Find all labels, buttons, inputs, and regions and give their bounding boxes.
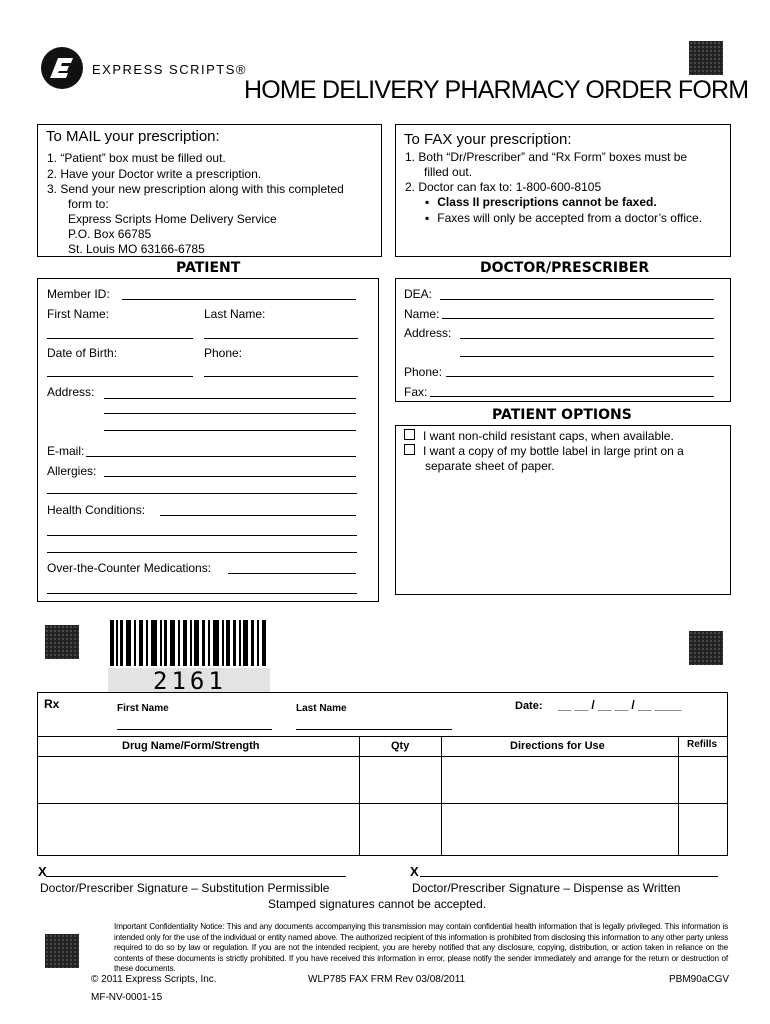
mail-item: P.O. Box 66785 <box>68 227 152 241</box>
health-conditions-field[interactable] <box>47 535 357 536</box>
patient-box <box>37 278 379 602</box>
brand-name: EXPRESS SCRIPTS® <box>92 62 247 77</box>
dob-field[interactable] <box>47 376 193 377</box>
fax-item: 2. Doctor can fax to: 1-800-600-8105 <box>405 180 602 194</box>
signature-daw-label: Doctor/Prescriber Signature – Dispense as Written <box>412 881 681 895</box>
signature-substitution-label: Doctor/Prescriber Signature – Substitution Permissible <box>40 881 330 895</box>
otc-medications-field[interactable] <box>47 593 357 594</box>
rx-header-divider <box>37 736 728 737</box>
registration-mark <box>689 631 723 665</box>
copyright: © 2011 Express Scripts, Inc. <box>91 974 217 985</box>
phone-label: Phone: <box>204 346 243 360</box>
doctor-box <box>395 278 731 402</box>
doctor-address-field[interactable] <box>460 338 714 339</box>
doctor-fax-label: Fax: <box>404 385 428 399</box>
fax-item: 1. Both “Dr/Prescriber” and “Rx Form” boxes must be <box>405 150 688 164</box>
address-field[interactable] <box>104 413 356 414</box>
mail-item: form to: <box>68 197 109 211</box>
address-label: Address: <box>47 385 95 399</box>
rx-drug-cell[interactable] <box>38 804 358 855</box>
barcode-number: 2161 <box>153 667 227 695</box>
address-field[interactable] <box>104 430 356 431</box>
doctor-name-label: Name: <box>404 307 440 321</box>
mail-item: St. Louis MO 63166-6785 <box>68 242 205 256</box>
mail-heading: To MAIL your prescription: <box>46 128 220 145</box>
sign-x-daw: X <box>410 864 419 879</box>
phone-field[interactable] <box>204 376 358 377</box>
express-scripts-logo <box>40 46 84 90</box>
rx-first-name-label: First Name <box>117 703 169 714</box>
allergies-field[interactable] <box>104 476 356 477</box>
signature-substitution-field[interactable] <box>46 876 346 877</box>
confidentiality-notice: Important Confidentiality Notice: This and any documents accompanying this transmission may contain confidential health information that is legally privileged. This information is intended only for the use of the individual or entity named above. The authorized recipient of this information is prohibited from disclosing this information to any other party unless required to do so by law or regulation. If you are not the intended recipient, you are hereby notified that any disclosure, copying, distribution, or action taken in reliance on the contents of these documents is strictly prohibited. If you have received this information in error, please notify the sender immediately and arrange for the return or destruction of these documents. <box>114 922 728 973</box>
first-name-field[interactable] <box>47 338 193 339</box>
dea-label: DEA: <box>404 287 433 301</box>
doctor-fax-field[interactable] <box>430 396 714 397</box>
rx-last-name-field[interactable] <box>296 729 452 730</box>
fax-item: filled out. <box>424 165 473 179</box>
address-field[interactable] <box>104 398 356 399</box>
col-directions-header: Directions for Use <box>510 740 605 752</box>
registration-mark <box>689 41 723 75</box>
doctor-heading: DOCTOR/PRESCRIBER <box>480 260 650 276</box>
dea-field[interactable] <box>440 299 714 300</box>
health-conditions-field[interactable] <box>160 515 356 516</box>
doctor-name-field[interactable] <box>442 318 714 319</box>
registration-mark <box>45 625 79 659</box>
sign-x-sub: X <box>38 864 47 879</box>
rx-date-label: Date: <box>515 700 543 712</box>
stamped-note: Stamped signatures cannot be accepted. <box>268 897 487 911</box>
dob-label: Date of Birth: <box>47 346 118 360</box>
mail-item: 2. Have your Doctor write a prescription. <box>47 167 262 181</box>
mf-code: MF-NV-0001-15 <box>91 992 163 1003</box>
logo-emblem-icon <box>40 46 84 90</box>
rx-drug-cell[interactable] <box>38 757 358 802</box>
patient-heading: PATIENT <box>176 260 241 276</box>
last-name-field[interactable] <box>204 338 358 339</box>
form-revision: WLP785 FAX FRM Rev 03/08/2011 <box>308 974 466 985</box>
option-caps-text: I want non-child resistant caps, when available. <box>423 429 674 443</box>
member-id-label: Member ID: <box>47 287 110 301</box>
signature-daw-field[interactable] <box>420 876 718 877</box>
health-conditions-label: Health Conditions: <box>47 503 146 517</box>
otc-medications-field[interactable] <box>228 573 356 574</box>
option-large-print-text: I want a copy of my bottle label in large print on a <box>423 444 684 458</box>
patient-options-heading: PATIENT OPTIONS <box>492 407 632 423</box>
fax-heading: To FAX your prescription: <box>404 131 572 148</box>
rx-label: Rx <box>44 697 60 711</box>
option-large-print-checkbox[interactable] <box>404 444 415 455</box>
mail-item: 1. “Patient” box must be filled out. <box>47 151 226 165</box>
email-label: E-mail: <box>47 444 85 458</box>
registration-mark <box>45 934 79 968</box>
form-code: PBM90aCGV <box>669 974 730 985</box>
fax-bullet <box>425 195 657 209</box>
member-id-field[interactable] <box>122 299 356 300</box>
mail-item: Express Scripts Home Delivery Service <box>68 212 277 226</box>
doctor-address-field[interactable] <box>460 356 714 357</box>
mail-item: 3. Send your new prescription along with this completed <box>47 182 344 196</box>
first-name-label: First Name: <box>47 307 110 321</box>
fax-bullet <box>425 211 702 225</box>
option-large-print <box>404 444 684 458</box>
rx-col-divider <box>359 736 360 856</box>
health-conditions-field[interactable] <box>47 552 357 553</box>
col-qty-header: Qty <box>391 740 410 752</box>
doctor-phone-label: Phone: <box>404 365 443 379</box>
rx-col-divider <box>441 736 442 856</box>
col-drug-header: Drug Name/Form/Strength <box>122 740 260 752</box>
doctor-address-label: Address: <box>404 326 452 340</box>
option-caps-checkbox[interactable] <box>404 429 415 440</box>
rx-last-name-label: Last Name <box>296 703 347 714</box>
page-title: HOME DELIVERY PHARMACY ORDER FORM <box>244 76 749 104</box>
allergies-label: Allergies: <box>47 464 97 478</box>
fax-bullet-text: Class II prescriptions cannot be faxed. <box>437 195 657 209</box>
otc-medications-label: Over-the-Counter Medications: <box>47 561 212 575</box>
option-caps <box>404 429 674 443</box>
option-large-print-cont: separate sheet of paper. <box>425 459 555 473</box>
last-name-label: Last Name: <box>204 307 266 321</box>
email-field[interactable] <box>86 456 356 457</box>
fax-bullet-text: Faxes will only be accepted from a doctor’s office. <box>437 211 703 225</box>
doctor-phone-field[interactable] <box>446 376 714 377</box>
allergies-field[interactable] <box>47 493 357 494</box>
rx-first-name-field[interactable] <box>117 729 272 730</box>
rx-date-field[interactable]: __ __ / __ __ / __ ____ <box>558 698 682 712</box>
rx-col-divider <box>678 736 679 856</box>
col-refills-header: Refills <box>687 739 718 750</box>
